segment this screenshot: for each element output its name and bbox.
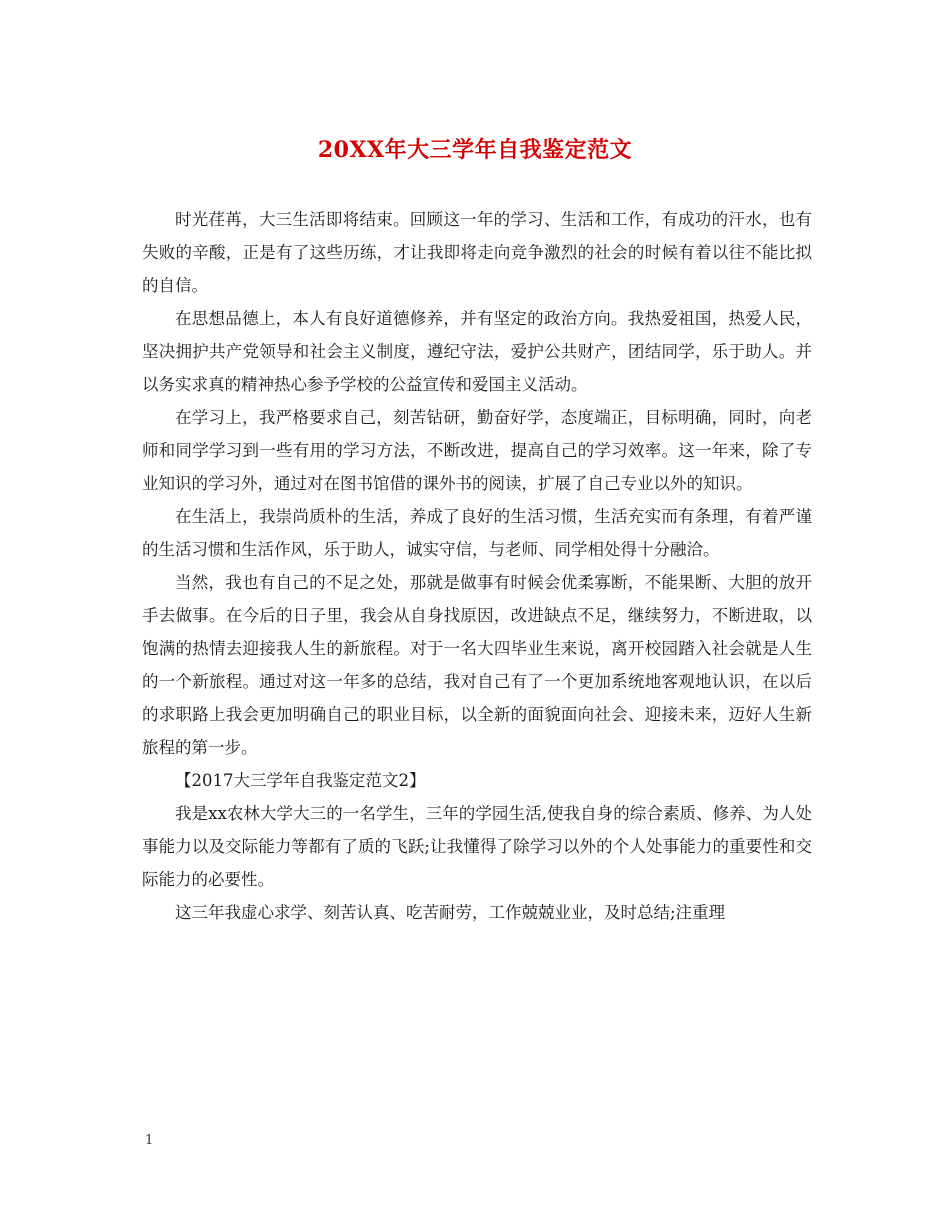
page-number: 1: [145, 1133, 154, 1148]
document-body: [142, 203, 812, 929]
document-title: 20XX年大三学年自我鉴定范文: [317, 137, 633, 163]
paragraph-shortcomings: 当然，我也有自己的不足之处，那就是做事有时候会优柔寡断，不能果断、大胆的放开手去做事。在今后的日子里，我会从自身找原因，改进缺点不足，继续努力，不断进取，以饱满的热情去迎接我人生的新旅程。对于一名大四毕业生来说，离开校园踏入社会就是人生的一个新旅程。通过对这一年多的总结，我对自己有了一个更加系统地客观地认识，在以后的求职路上我会更加明确自己的职业目标，以全新的面貌面向社会、迎接未来，迈好人生新旅程的第一步。: [142, 573, 812, 757]
paragraph-intro: 时光荏苒，大三生活即将结束。回顾这一年的学习、生活和工作，有成功的汗水，也有失败的辛酸，正是有了这些历练，才让我即将走向竞争激烈的社会的时候有着以往不能比拟的自信。: [142, 210, 812, 295]
paragraph-study: 在学习上，我严格要求自己，刻苦钻研，勤奋好学，态度端正，目标明确，同时，向老师和同学学习到一些有用的学习方法，不断改进，提高自己的学习效率。这一年来，除了专业知识的学习外，通过对在图书馆借的课外书的阅读，扩展了自己专业以外的知识。: [142, 408, 812, 493]
paragraph-sample2-continued: 这三年我虚心求学、刻苦认真、吃苦耐劳，工作兢兢业业，及时总结;注重理: [175, 903, 726, 922]
paragraph-life: 在生活上，我崇尚质朴的生活，养成了良好的生活习惯，生活充实而有条理，有着严谨的生活习惯和生活作风，乐于助人，诚实守信，与老师、同学相处得十分融洽。: [142, 507, 812, 559]
section-heading-sample-2: 【2017大三学年自我鉴定范文2】: [175, 771, 426, 790]
paragraph-morality: 在思想品德上，本人有良好道德修养，并有坚定的政治方向。我热爱祖国，热爱人民，坚决拥护共产党领导和社会主义制度，遵纪守法，爱护公共财产，团结同学，乐于助人。并以务实求真的精神热心参予学校的公益宣传和爱国主义活动。: [142, 309, 812, 394]
paragraph-sample2-intro: 我是xx农林大学大三的一名学生，三年的学园生活,使我自身的综合素质、修养、为人处事能力以及交际能力等都有了质的飞跃;让我懂得了除学习以外的个人处事能力的重要性和交际能力的必要性。: [142, 804, 812, 889]
